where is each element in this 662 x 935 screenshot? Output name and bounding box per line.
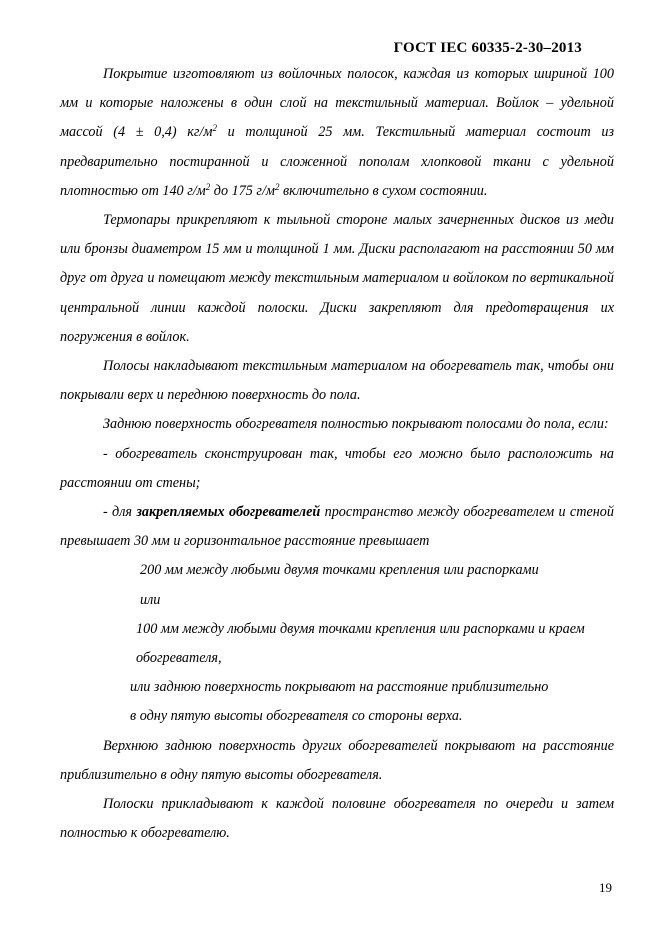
condition-or-cover: или заднюю поверхность покрывают на расстояние приблизительно	[130, 679, 549, 696]
text-segment: включительно в сухом состоянии.	[279, 182, 488, 199]
text-segment: до 175 г/м	[210, 182, 275, 199]
list-item-wall-distance: - обогреватель сконструирован так, чтобы его можно было расположить на расстоянии от стены;	[60, 445, 614, 491]
text-segment: пространство между обогревателем и стеной превышает 30 мм и горизонтальное расстояние превышает	[60, 504, 614, 550]
superscript: 2	[205, 181, 211, 192]
text-segment: и толщиной 25 мм. Текстильный материал состоит из предварительно постиранной и сложенной пополам хлопковой ткани с удельной плотностью от 140 г/м	[60, 124, 614, 199]
text-segment: - для	[103, 504, 137, 521]
paragraph-strips: Полосы накладывают текстильным материалом на обогреватель так, чтобы они покрывали верх и переднюю поверхность до пола.	[60, 358, 614, 404]
superscript: 2	[212, 123, 217, 134]
condition-or: или	[140, 591, 161, 608]
paragraph-apply-strips: Полоски прикладывают к каждой половине обогревателя по очереди и затем полностью к обогревателю.	[60, 796, 614, 842]
document-header: ГОСТ IEC 60335-2-30–2013	[393, 40, 582, 56]
page-body	[60, 60, 614, 848]
page-number: 19	[599, 880, 612, 895]
condition-one-fifth: в одну пятую высоты обогревателя со стороны верха.	[130, 708, 463, 725]
bold-term: закрепляемых обогревателей	[136, 504, 321, 521]
list-item-fixed-heaters	[60, 498, 614, 556]
superscript: 2	[274, 181, 280, 192]
paragraph-thermocouples: Термопары прикрепляют к тыльной стороне малых зачерненных дисков из меди или бронзы диаметром 15 мм и толщиной 1 мм. Диски располагают на расстоянии 50 мм друг от друга и помещают между текстильным материалом и войлоком по вертикальной центральной линии каждой полоски. Диски закрепляют для предотвращения их погружения в войлок.	[60, 212, 614, 345]
condition-200mm: 200 мм между любыми двумя точками крепления или распорками	[140, 562, 539, 579]
condition-100mm: 100 мм между любыми двумя точками крепления или распорками и краем обогревателя,	[136, 620, 585, 667]
text-segment: Покрытие изготовляют из войлочных полосок, каждая из которых шириной 100 мм и которые наложены в один слой на текстильный материал. Войлок – удельной массой (4 ± 0,4) кг/м	[60, 66, 614, 141]
paragraph-rear-surface: Заднюю поверхность обогревателя полностью покрывают полосами до пола, если:	[103, 416, 609, 433]
paragraph-upper-rear: Верхнюю заднюю поверхность других обогревателей покрывают на расстояние приблизительно в одну пятую высоты обогревателя.	[60, 737, 614, 783]
paragraph-covering	[60, 60, 614, 206]
